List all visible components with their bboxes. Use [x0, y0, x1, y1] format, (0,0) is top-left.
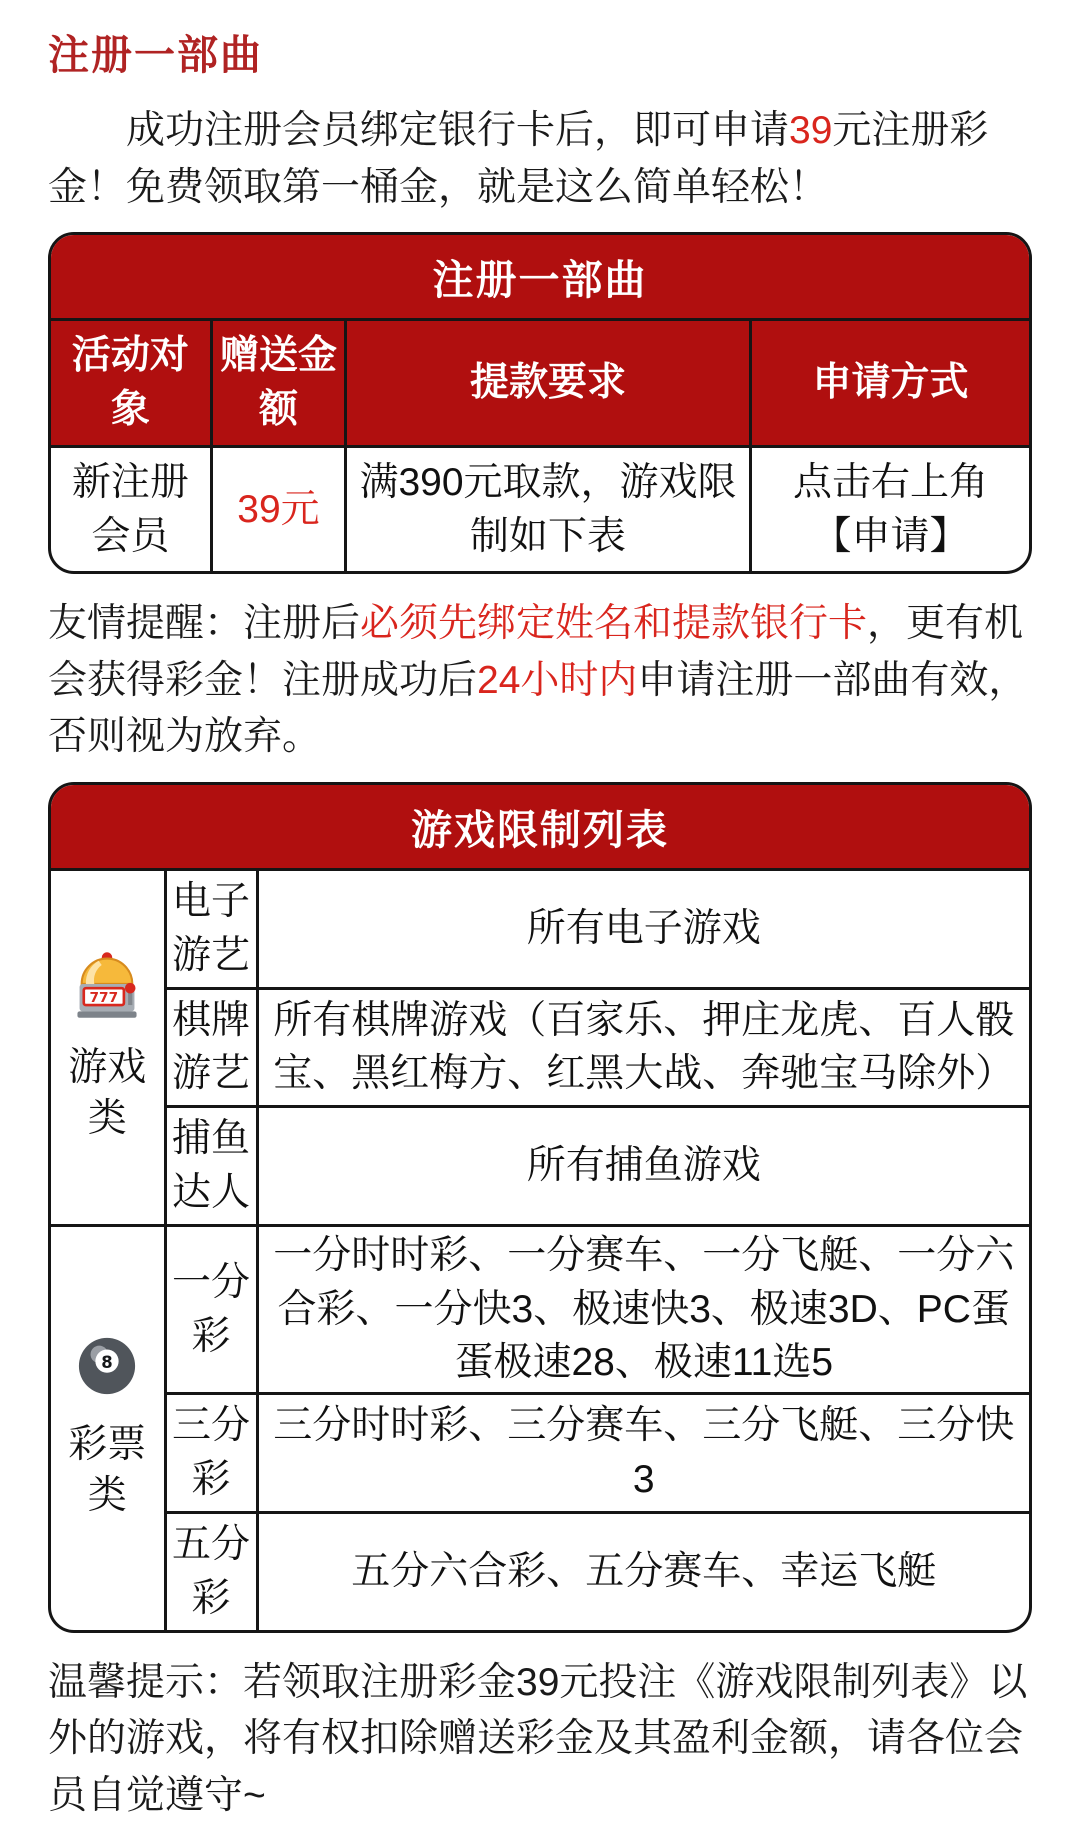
header-cell-method: 申请方式 [750, 321, 1029, 446]
games-cell: 一分时时彩、一分赛车、一分飞艇、一分六合彩、一分快3、极速快3、极速3D、PC蛋蛋极速28、极速11选5 [257, 1225, 1029, 1393]
subcategory-cell: 棋牌游艺 [165, 988, 257, 1107]
slot-machine-icon [69, 950, 145, 1035]
reminder-highlight-24h: 24小时内 [477, 658, 638, 702]
table-row [51, 988, 1029, 1107]
subcategory-cell: 一分彩 [165, 1225, 257, 1393]
reminder-text-2: ，更有机会获得彩金！注册成功后 [48, 602, 1024, 702]
footer-note: 温馨提示：若领取注册彩金39元投注《游戏限制列表》以外的游戏，将有权扣除赠送彩金及其盈利金额，请各位会员自觉遵守~ [48, 1660, 1028, 1817]
category-label: 彩票类 [68, 1422, 147, 1517]
table-row [51, 1225, 1029, 1393]
games-cell: 三分时时彩、三分赛车、三分飞艇、三分快3 [257, 1394, 1029, 1513]
cell-amount: 39元 [211, 446, 345, 571]
subcategory-cell: 三分彩 [165, 1394, 257, 1513]
page-title: 注册一部曲 [48, 32, 263, 78]
games-cell: 五分六合彩、五分赛车、幸运飞艇 [257, 1512, 1029, 1629]
reminder-text-3: 申请注册一部曲有效，否则视为放弃。 [48, 658, 1028, 759]
eight-ball-icon [76, 1335, 138, 1412]
bonus-table-title: 注册一部曲 [51, 235, 1029, 321]
bonus-table-header-row [51, 321, 1029, 446]
header-cell-target: 活动对象 [51, 321, 211, 446]
cell-method: 点击右上角【申请】 [750, 446, 1029, 571]
category-label: 游戏类 [68, 1046, 147, 1140]
intro-text-tail: 元注册彩金！免费领取第一桶金，就是这么简单轻松！ [48, 109, 989, 209]
games-table-title: 游戏限制列表 [51, 785, 1029, 871]
subcategory-cell: 电子游艺 [165, 871, 257, 988]
intro-paragraph [48, 103, 1032, 216]
cell-target: 新注册会员 [51, 446, 211, 571]
header-cell-amount: 赠送金额 [211, 321, 345, 446]
games-table [48, 782, 1032, 1633]
reminder-highlight-bind-card: 必须先绑定姓名和提款银行卡 [360, 602, 868, 646]
subcategory-cell: 捕鱼达人 [165, 1107, 257, 1226]
cell-requirement: 满390元取款，游戏限制如下表 [346, 446, 751, 571]
table-row [51, 1394, 1029, 1513]
table-row [51, 871, 1029, 988]
category-cell-games [51, 871, 165, 1225]
intro-highlight-amount: 39 [789, 109, 833, 152]
reminder-paragraph [48, 596, 1032, 766]
games-cell: 所有电子游戏 [257, 871, 1029, 988]
intro-text: 成功注册会员绑定银行卡后，即可申请 [126, 109, 790, 152]
games-table-grid [51, 871, 1029, 1630]
svg-text:8: 8 [101, 1353, 113, 1373]
svg-text:777: 777 [89, 990, 119, 1007]
bonus-table-grid [51, 321, 1029, 571]
header-cell-requirement: 提款要求 [346, 321, 751, 446]
bonus-table-data-row [51, 446, 1029, 571]
games-cell: 所有棋牌游戏（百家乐、押庄龙虎、百人骰宝、黑红梅方、红黑大战、奔驰宝马除外） [257, 988, 1029, 1107]
reminder-text: 友情提醒：注册后 [48, 602, 361, 646]
bonus-table [48, 232, 1032, 574]
table-row [51, 1107, 1029, 1226]
table-row [51, 1512, 1029, 1629]
category-cell-lottery [51, 1225, 165, 1629]
subcategory-cell: 五分彩 [165, 1512, 257, 1629]
games-cell: 所有捕鱼游戏 [257, 1107, 1029, 1226]
